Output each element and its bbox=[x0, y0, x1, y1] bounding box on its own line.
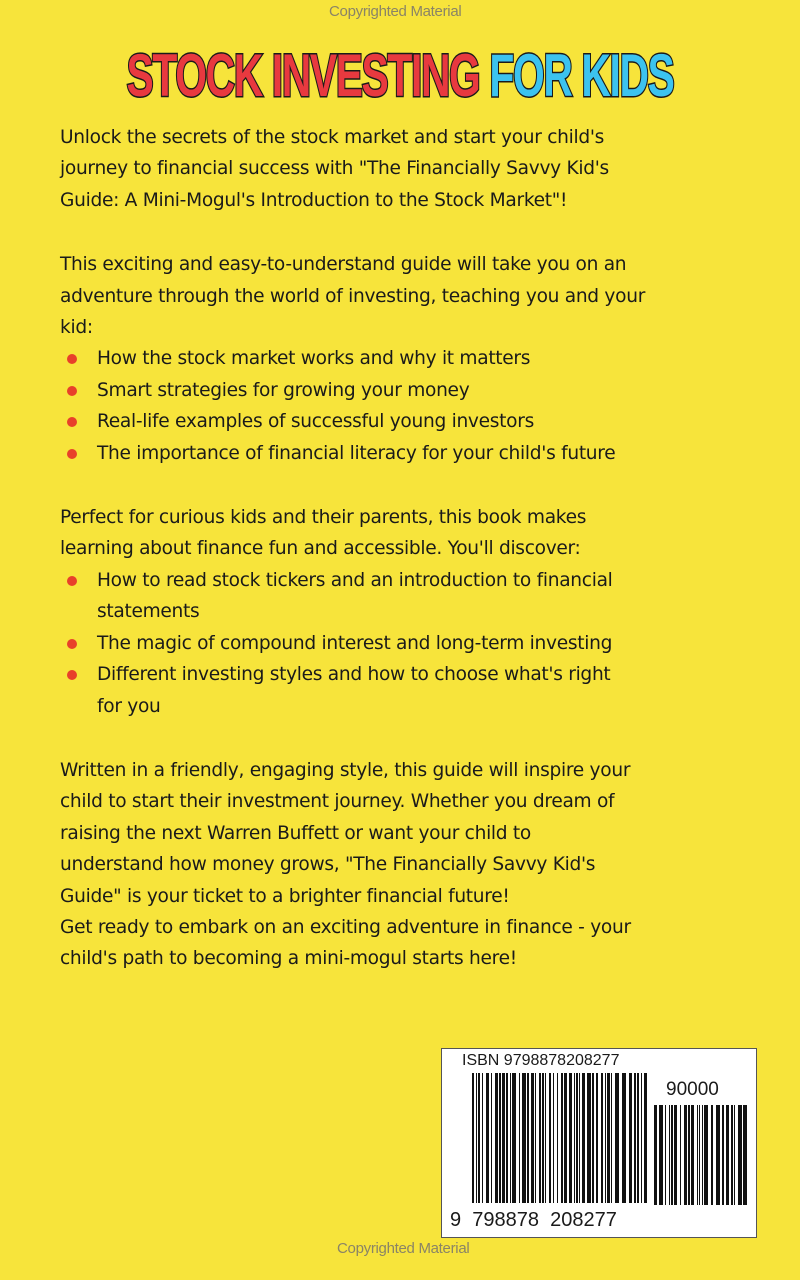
barcode-bar bbox=[702, 1105, 703, 1205]
list-item: Different investing styles and how to choose what's right for you bbox=[97, 659, 795, 722]
barcode-bar bbox=[607, 1073, 610, 1203]
barcode-bars-icon bbox=[472, 1073, 652, 1203]
copyright-watermark-bottom: Copyrighted Material bbox=[337, 1240, 470, 1257]
barcode-bar bbox=[691, 1105, 694, 1205]
bullet-list-2 bbox=[60, 565, 795, 722]
bullet-icon bbox=[67, 449, 77, 459]
bullet-icon bbox=[67, 354, 77, 364]
barcode-bar bbox=[512, 1073, 516, 1203]
barcode-bar bbox=[654, 1105, 657, 1205]
bullet-icon bbox=[67, 386, 77, 396]
barcode-bar bbox=[641, 1073, 642, 1203]
barcode-bar bbox=[579, 1073, 580, 1203]
guide-paragraph: This exciting and easy-to-understand guide will take you on an adventure through the world of investing, teaching you and your kid: bbox=[60, 254, 646, 339]
audience-paragraph: Perfect for curious kids and their parents, this book makes learning about finance fun and accessible. You'll discover: bbox=[60, 507, 587, 560]
barcode-bar bbox=[574, 1073, 575, 1203]
barcode-bar bbox=[716, 1105, 720, 1205]
barcode-bar bbox=[711, 1105, 713, 1205]
barcode-bar bbox=[506, 1073, 508, 1203]
bullet-icon bbox=[67, 639, 77, 649]
barcode-bar bbox=[557, 1073, 558, 1203]
barcode-bar bbox=[499, 1073, 501, 1203]
barcode-bar bbox=[553, 1073, 554, 1203]
barcode-bar bbox=[637, 1073, 639, 1203]
barcode-bar bbox=[510, 1073, 511, 1203]
barcode-bar bbox=[486, 1073, 489, 1203]
barcode-bar bbox=[629, 1073, 632, 1203]
barcode-bar bbox=[592, 1073, 594, 1203]
barcode-bar bbox=[476, 1073, 477, 1203]
barcode-bar bbox=[734, 1105, 735, 1205]
list-item: How the stock market works and why it matters bbox=[97, 343, 795, 374]
barcode-bar bbox=[697, 1105, 698, 1205]
list-item: The importance of financial literacy for your child's future bbox=[97, 438, 795, 469]
price-addon-code: 90000 bbox=[666, 1079, 719, 1100]
barcode-digits: 9 798878 208277 bbox=[450, 1209, 617, 1231]
list-item: The magic of compound interest and long-term investing bbox=[97, 628, 795, 659]
barcode-bar bbox=[674, 1105, 677, 1205]
barcode-bar bbox=[587, 1073, 591, 1203]
title-part-red: STOCK INVESTING bbox=[126, 42, 480, 109]
barcode-bar bbox=[731, 1105, 733, 1205]
barcode-bar bbox=[622, 1073, 626, 1203]
barcode-bar bbox=[722, 1105, 724, 1205]
barcode-bar bbox=[482, 1073, 483, 1203]
barcode-bar bbox=[743, 1105, 747, 1205]
barcode-bar bbox=[539, 1073, 541, 1203]
barcode-bar bbox=[502, 1073, 505, 1203]
barcode-bar bbox=[582, 1073, 585, 1203]
list-item: Smart strategies for growing your money bbox=[97, 375, 795, 406]
barcode-bar bbox=[611, 1073, 612, 1203]
bullet-icon bbox=[67, 670, 77, 680]
barcode-bar bbox=[564, 1073, 567, 1203]
barcode-bar bbox=[519, 1073, 520, 1203]
closing-paragraph: Written in a friendly, engaging style, this guide will inspire your child to start their investment journey. Whether you dream of raising the next Warren Buffett or want your child to understand how money grows, "The Financially Savvy Kid's Guide" is your ticket to a brighter financial future! Get ready to embark on an exciting adventure in finance - your child's path to becoming a mini-mogul starts here! bbox=[60, 759, 631, 970]
barcode-bar bbox=[535, 1073, 536, 1203]
title-part-blue: FOR KIDS bbox=[489, 42, 674, 109]
barcode-bar bbox=[615, 1073, 619, 1203]
book-title bbox=[127, 42, 674, 110]
barcode-bar bbox=[699, 1105, 700, 1205]
barcode-bar bbox=[659, 1105, 663, 1205]
barcode-bar bbox=[531, 1073, 534, 1203]
barcode-bar bbox=[569, 1073, 572, 1203]
description bbox=[60, 122, 795, 975]
barcode-bar bbox=[491, 1073, 492, 1203]
barcode-bar bbox=[688, 1105, 690, 1205]
isbn-barcode bbox=[441, 1048, 757, 1238]
barcode-bar bbox=[680, 1105, 681, 1205]
barcode-bar bbox=[726, 1105, 729, 1205]
barcode-bar bbox=[495, 1073, 498, 1203]
barcode-bar bbox=[738, 1105, 742, 1205]
intro-paragraph: Unlock the secrets of the stock market and start your child's journey to financial success with "The Financially Savvy Kid's Guide: A Mini-Mogul's Introduction to the Stock Market"! bbox=[60, 127, 609, 211]
bullet-list-1 bbox=[60, 343, 795, 469]
barcode-bar bbox=[601, 1073, 603, 1203]
barcode-bar bbox=[545, 1073, 546, 1203]
isbn-label: ISBN 9798878208277 bbox=[462, 1052, 620, 1069]
barcode-bar bbox=[549, 1073, 551, 1203]
barcode-bar bbox=[472, 1073, 474, 1203]
bullet-icon bbox=[67, 417, 77, 427]
barcode-bar bbox=[576, 1073, 578, 1203]
barcode-bar bbox=[665, 1105, 666, 1205]
barcode-bar bbox=[634, 1073, 636, 1203]
bullet-icon bbox=[67, 576, 77, 586]
addon-bars-icon bbox=[654, 1105, 750, 1205]
list-item: Real-life examples of successful young investors bbox=[97, 406, 795, 437]
list-item: How to read stock tickers and an introduction to financial statements bbox=[97, 565, 795, 628]
barcode-bar bbox=[478, 1073, 480, 1203]
barcode-bar bbox=[596, 1073, 598, 1203]
barcode-bar bbox=[522, 1073, 526, 1203]
barcode-bar bbox=[704, 1105, 708, 1205]
barcode-bar bbox=[671, 1105, 673, 1205]
barcode-bar bbox=[542, 1073, 544, 1203]
barcode-bar bbox=[561, 1073, 563, 1203]
barcode-bar bbox=[684, 1105, 687, 1205]
copyright-watermark-top: Copyrighted Material bbox=[329, 3, 462, 20]
barcode-bar bbox=[527, 1073, 529, 1203]
barcode-bar bbox=[644, 1073, 647, 1203]
barcode-bar bbox=[669, 1105, 670, 1205]
barcode-bar bbox=[605, 1073, 606, 1203]
